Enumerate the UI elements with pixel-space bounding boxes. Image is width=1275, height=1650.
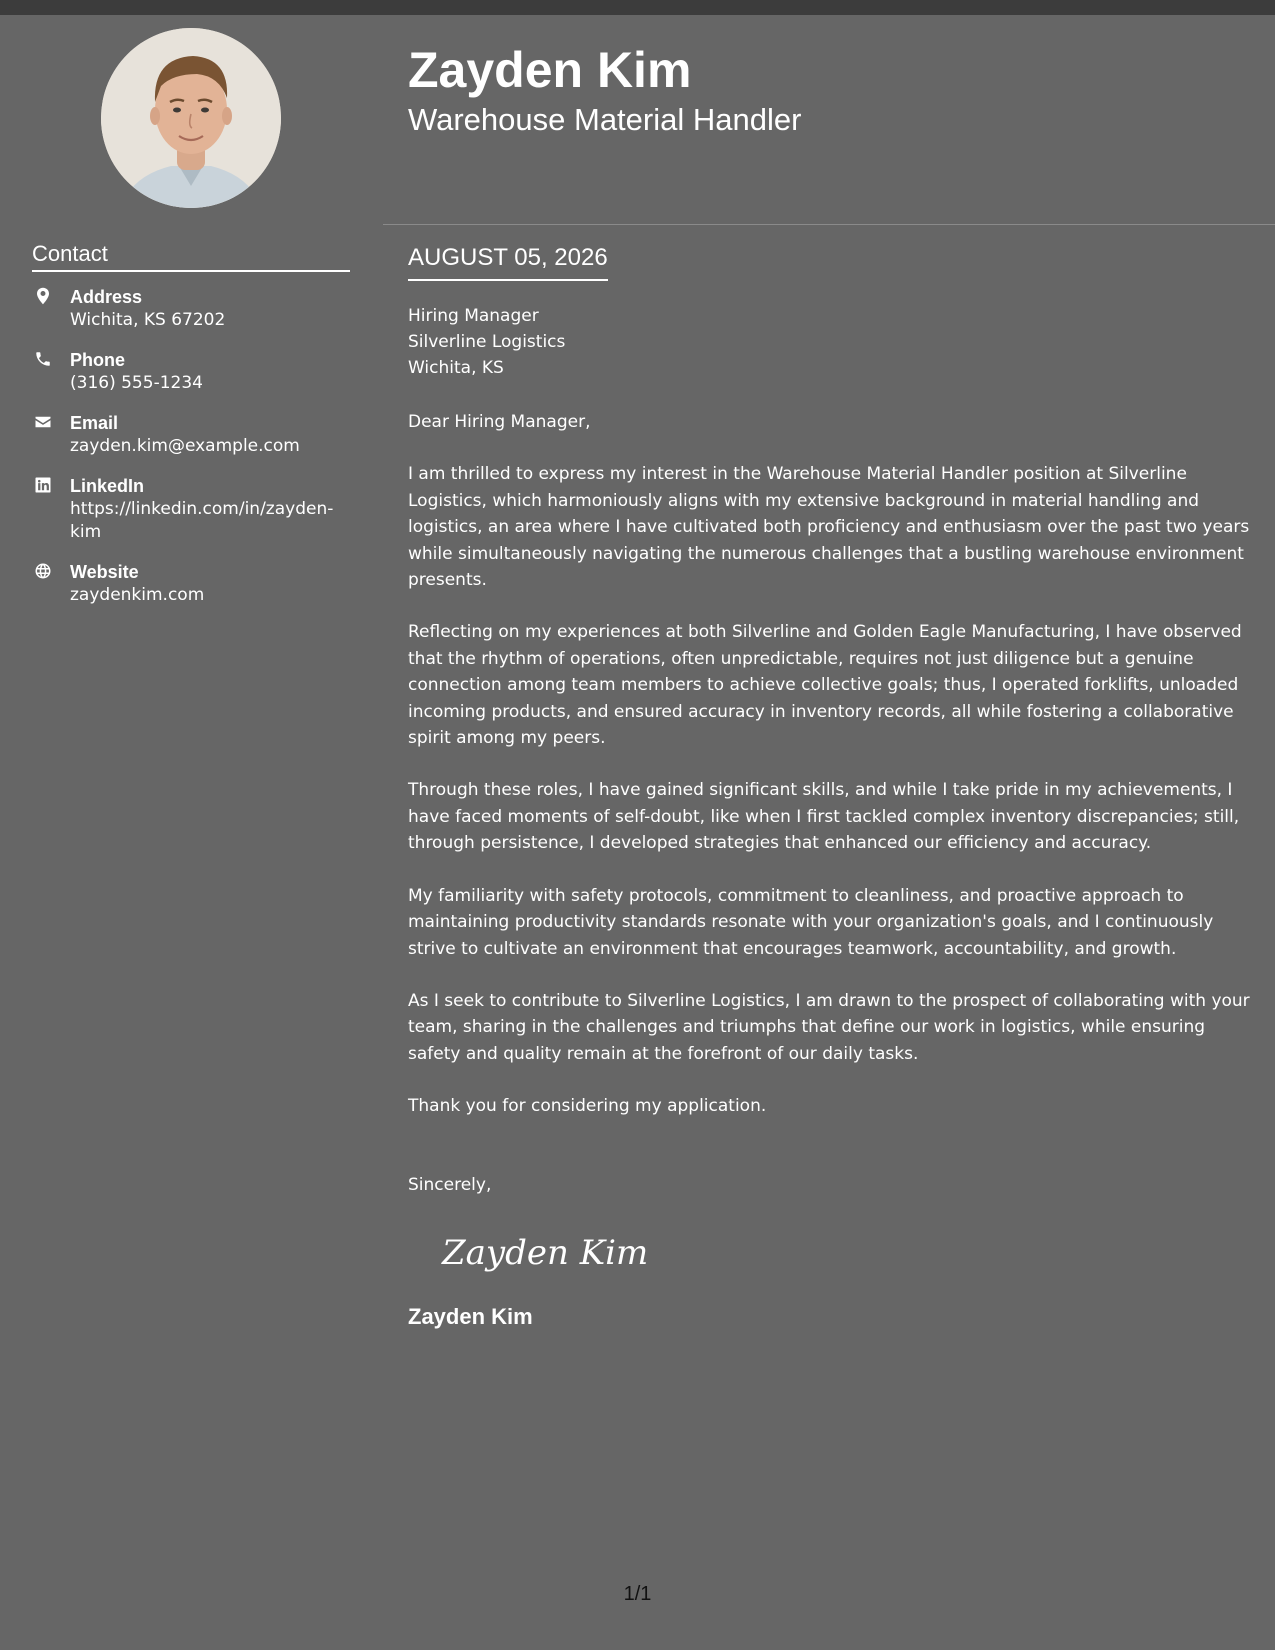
linkedin-icon <box>34 476 52 494</box>
top-bar <box>0 0 1275 15</box>
contact-value: (316) 555-1234 <box>70 373 203 393</box>
letter-paragraph: Thank you for considering my application. <box>408 1096 767 1117</box>
contact-label: Phone <box>70 350 126 370</box>
letter-date: AUGUST 05, 2026 <box>408 244 608 281</box>
contact-item-phone <box>32 348 350 395</box>
avatar <box>101 28 281 208</box>
contact-label: LinkedIn <box>70 476 145 496</box>
signer-name: Zayden Kim <box>408 1303 533 1329</box>
contact-label: Website <box>70 562 139 582</box>
salutation: Dear Hiring Manager, <box>408 412 591 432</box>
contact-item-address <box>32 285 350 332</box>
recipient-line: Wichita, KS <box>408 358 504 378</box>
profile-photo <box>101 28 281 208</box>
contact-value: Wichita, KS 67202 <box>70 310 226 330</box>
recipient-block <box>408 303 1258 381</box>
contact-heading: Contact <box>32 241 350 272</box>
closing: Sincerely, <box>408 1174 492 1195</box>
globe-icon <box>34 562 52 580</box>
job-title: Warehouse Material Handler <box>408 102 802 137</box>
contact-label: Address <box>70 287 143 307</box>
website-link[interactable]: zaydenkim.com <box>70 585 205 605</box>
linkedin-link[interactable]: https://linkedin.com/in/zayden-kim <box>70 499 334 542</box>
contact-item-linkedin <box>32 474 350 544</box>
page-indicator: 1/1 <box>623 1583 652 1605</box>
phone-icon <box>34 350 52 368</box>
contact-item-email <box>32 411 350 458</box>
letter-body <box>408 303 1258 1330</box>
contact-value: zayden.kim@example.com <box>70 436 300 456</box>
recipient-line: Silverline Logistics <box>408 332 566 352</box>
letter-paragraph: Through these roles, I have gained significant skills, and while I take pride in my achievements, I have faced moments of self-doubt, like when I first tackled complex inventory discrepancies; still, through persistence, I developed strategies that enhanced our efficiency and accuracy. <box>408 780 1240 854</box>
letter-paragraph: As I seek to contribute to Silverline Logistics, I am drawn to the prospect of collaborating with your team, sharing in the challenges and triumphs that define our work in logistics, while ensuring safety and quality remain at the forefront of our daily tasks. <box>408 990 1250 1064</box>
cover-letter-page <box>0 15 1275 1650</box>
header-divider <box>383 224 1275 225</box>
applicant-name: Zayden Kim <box>408 42 692 98</box>
envelope-icon <box>34 413 52 431</box>
contact-label: Email <box>70 413 119 433</box>
recipient-line: Hiring Manager <box>408 306 539 326</box>
letter-paragraph: My familiarity with safety protocols, commitment to cleanliness, and proactive approach to maintaining productivity standards resonate with your organization's goals, and I continuously strive to cultivate an environment that encourages teamwork, accountability, and growth. <box>408 885 1214 959</box>
letter-paragraph: Reflecting on my experiences at both Silverline and Golden Eagle Manufacturing, I have observed that the rhythm of operations, often unpredictable, requires not just diligence but a genuine connection among team members to achieve collective goals; thus, I operated forklifts, unloaded incoming products, and ensured accuracy in inventory records, all while fostering a collaborative spirit among my peers. <box>408 622 1242 749</box>
signature-text: Zayden Kim <box>442 1232 649 1273</box>
location-pin-icon <box>34 287 52 305</box>
handwritten-signature <box>438 1222 1258 1292</box>
contact-item-website <box>32 560 350 607</box>
contact-list <box>32 285 350 623</box>
letter-paragraph: I am thrilled to express my interest in the Warehouse Material Handler position at Silverline Logistics, which harmoniously aligns with my extensive background in material handling and logistics, an area where I have cultivated both proficiency and enthusiasm over the past two years while simultaneously navigating the numerous challenges that a bustling warehouse environment presents. <box>408 464 1250 591</box>
